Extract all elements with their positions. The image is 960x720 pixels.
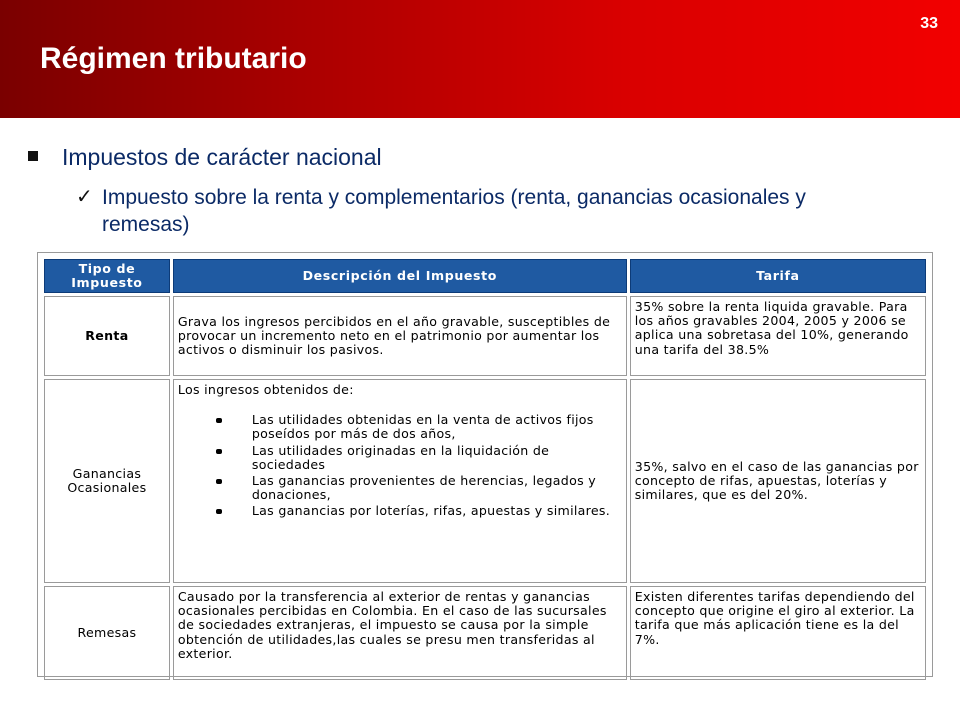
slide-title: Régimen tributario: [40, 42, 307, 75]
bullet-level1: [28, 144, 382, 171]
row-ganancias-rate: 35%, salvo en el caso de las ganancias por concepto de rifas, apuestas, loterías y similares, que es del 20%.: [630, 379, 926, 583]
ganancias-list: [178, 413, 622, 518]
row-remesas-type: Remesas: [44, 586, 170, 680]
list-item: [178, 504, 622, 518]
bullet-dot-icon: [216, 449, 222, 454]
list-item-text: Las ganancias provenientes de herencias, legados y donaciones,: [251, 473, 596, 503]
bullet-dot-icon: [216, 479, 222, 484]
row-ganancias-description: [173, 379, 627, 583]
bullet-level1-text: Impuestos de carácter nacional: [62, 144, 382, 170]
header-tarifa: Tarifa: [630, 259, 926, 293]
list-item: [178, 444, 622, 472]
list-item: [178, 413, 622, 441]
tax-table-frame: [37, 252, 933, 677]
list-item: [178, 474, 622, 502]
list-item-text: Las ganancias por loterías, rifas, apuestas y similares.: [251, 503, 611, 519]
checkmark-icon: ✓: [76, 186, 93, 208]
table-row: [44, 379, 926, 583]
row-ganancias-type: Ganancias Ocasionales: [44, 379, 170, 583]
square-bullet-icon: [28, 151, 38, 161]
ganancias-intro: Los ingresos obtenidos de:: [177, 382, 354, 397]
list-item-text: Las utilidades originadas en la liquidación de sociedades: [251, 442, 550, 472]
row-renta-description: Grava los ingresos percibidos en el año gravable, susceptibles de provocar un incremento neto en el patrimonio por aumentar los activos o disminuir los pasivos.: [173, 296, 627, 376]
bullet-dot-icon: [216, 418, 222, 423]
header-tipo: Tipo de Impuesto: [44, 259, 170, 293]
row-renta-rate: 35% sobre la renta liquida gravable. Para los años gravables 2004, 2005 y 2006 se aplica una sobretasa del 10%, generando una tarifa del 38.5%: [630, 296, 926, 376]
table-row: [44, 586, 926, 680]
tax-table: [41, 256, 929, 683]
row-renta-type: Renta: [44, 296, 170, 376]
row-remesas-rate: Existen diferentes tarifas dependiendo del concepto que origine el giro al exterior. La tarifa que más aplicación tiene es la del 7%.: [630, 586, 926, 680]
bullet-dot-icon: [216, 509, 222, 514]
row-remesas-description: Causado por la transferencia al exterior de rentas y ganancias ocasionales percibidas en Colombia. En el caso de las sucursales de sociedades extranjeras, el impuesto se causa por la simple obtención de utilidades,las cuales se presu men transferidas al exterior.: [173, 586, 627, 680]
list-item-text: Las utilidades obtenidas en la venta de activos fijos poseídos por más de dos años,: [251, 412, 594, 442]
header-descripcion: Descripción del Impuesto: [173, 259, 627, 293]
slide-header: [0, 0, 960, 118]
bullet-level2-text: Impuesto sobre la renta y complementarios (renta, ganancias ocasionales y remesas): [102, 186, 806, 236]
table-header-row: [44, 259, 926, 293]
page-number: 33: [920, 15, 938, 32]
bullet-level2: [76, 184, 866, 238]
table-row: [44, 296, 926, 376]
